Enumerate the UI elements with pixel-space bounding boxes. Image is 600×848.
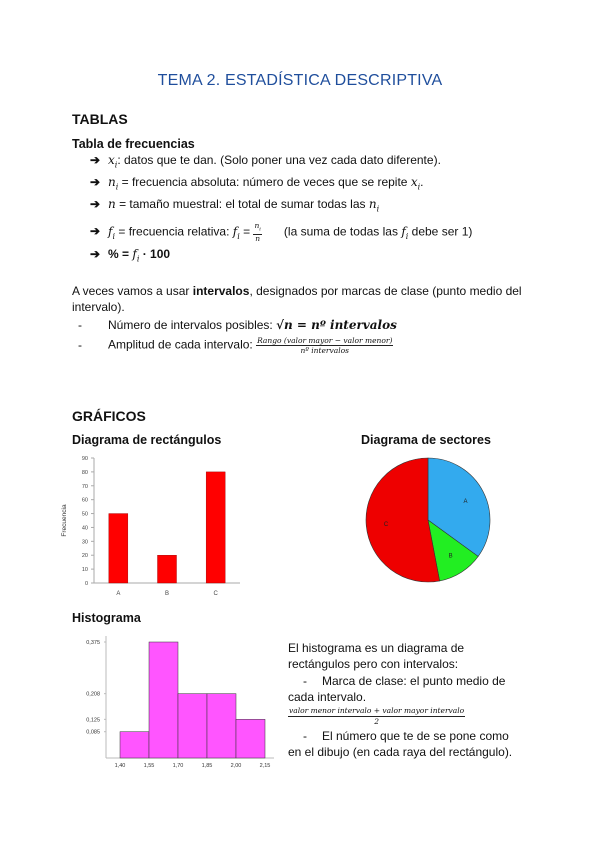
pie-chart-title: Diagrama de sectores (361, 433, 491, 447)
arrow-icon: ➔ (90, 224, 101, 239)
section-heading-tablas: TABLAS (72, 111, 128, 127)
list-item: ➔ $x_i$: datos que te dan. (Solo poner una vez cada dato diferente). (90, 153, 441, 170)
class-mark-formula: $\frac{\text{valor menor intervalo + valor mayor intervalo}}{2}$ (289, 706, 465, 726)
y-tick-label: 0,125 (86, 717, 100, 724)
list-item: ➔ % = $f_i \cdot 100$ (90, 247, 171, 264)
list-item: ➔ $f_i$ = frecuencia relativa: $f_i$ = $\frac{n_i}{n}$ (la suma de todas las $f_i$ debe ser 1) (90, 221, 473, 243)
intervals-paragraph: A veces vamos a usar intervalos, designados por marcas de clase (punto medio del intervalo). (72, 284, 522, 314)
histogram-title: Histograma (72, 611, 141, 625)
bullet-item: - El número que te de se pone como en el dibujo (en cada raya del rectángulo). (288, 729, 513, 759)
section-heading-graficos: GRÁFICOS (72, 408, 146, 424)
x-tick-label: 1,40 (114, 763, 126, 769)
list-item: ➔ $n_i$ = frecuencia absoluta: número de veces que se repite $x_i$. (90, 175, 424, 192)
histogram-bar (149, 642, 178, 758)
y-tick-label: 10 (81, 567, 88, 574)
histogram-bar (236, 719, 265, 758)
x-tick-label: 1,55 (143, 763, 155, 769)
bar (158, 555, 177, 583)
y-axis-label: Frecuencia (61, 504, 68, 537)
y-tick-label: 90 (81, 456, 88, 462)
bullet-item: - Marca de clase: el punto medio de cada intervalo. (288, 674, 506, 704)
bar-chart-title: Diagrama de rectángulos (72, 433, 222, 447)
x-tick-label: 1,85 (201, 763, 213, 769)
bar-chart (56, 452, 246, 602)
y-tick-label: 40 (81, 525, 88, 532)
y-tick-label: 30 (81, 539, 88, 546)
bullet-item: - Amplitud de cada intervalo: $\frac{\text{Rango (valor mayor − valor menor)}}{\text{nº intervalos}}$ (78, 336, 393, 355)
histogram-bar (207, 694, 236, 758)
histogram-bar (120, 732, 149, 758)
y-tick-label: 0,375 (86, 640, 100, 646)
histogram-bar (178, 694, 207, 758)
arrow-icon: ➔ (90, 247, 101, 261)
x-tick-label: B (164, 591, 170, 597)
page-title: TEMA 2. ESTADÍSTICA DESCRIPTIVA (157, 72, 443, 89)
histogram-chart (74, 634, 284, 774)
bar (206, 472, 225, 583)
y-tick-label: 80 (81, 469, 88, 476)
x-tick-label: 1,70 (172, 763, 184, 769)
subheading-tabla-frecuencias: Tabla de frecuencias (72, 137, 195, 151)
x-tick-label: 2,15 (259, 763, 271, 769)
x-tick-label: A (116, 591, 121, 597)
y-tick-label: 0,085 (86, 729, 100, 736)
pie-chart (362, 454, 494, 586)
y-tick-label: 50 (81, 511, 88, 518)
arrow-icon: ➔ (90, 175, 101, 189)
arrow-icon: ➔ (90, 197, 101, 211)
x-tick-label: C (213, 591, 218, 597)
y-tick-label: 0 (84, 581, 88, 587)
bullet-item: - Número de intervalos posibles: √n = nº intervalos (78, 318, 397, 332)
amplitude-fraction: $\frac{\text{Rango (valor mayor − valor menor)}}{\text{nº intervalos}}$ (257, 336, 393, 355)
list-item: ➔ n = tamaño muestral: el total de sumar todas las $n_i$ (90, 197, 380, 214)
y-tick-label: 70 (81, 483, 88, 490)
slice-label: B (448, 553, 453, 560)
histogram-description: El histograma es un diagrama de rectángulos pero con intervalos: (288, 641, 465, 671)
y-tick-label: 60 (81, 497, 88, 504)
slice-label: A (463, 498, 468, 505)
bar (109, 514, 128, 583)
slice-label: C (383, 521, 389, 528)
arrow-icon: ➔ (90, 153, 101, 167)
x-tick-label: 2,00 (230, 763, 242, 769)
relative-frequency-fraction: $\frac{n_i}{n}$ (254, 221, 261, 243)
y-tick-label: 0,208 (86, 691, 100, 698)
y-tick-label: 20 (81, 553, 88, 560)
